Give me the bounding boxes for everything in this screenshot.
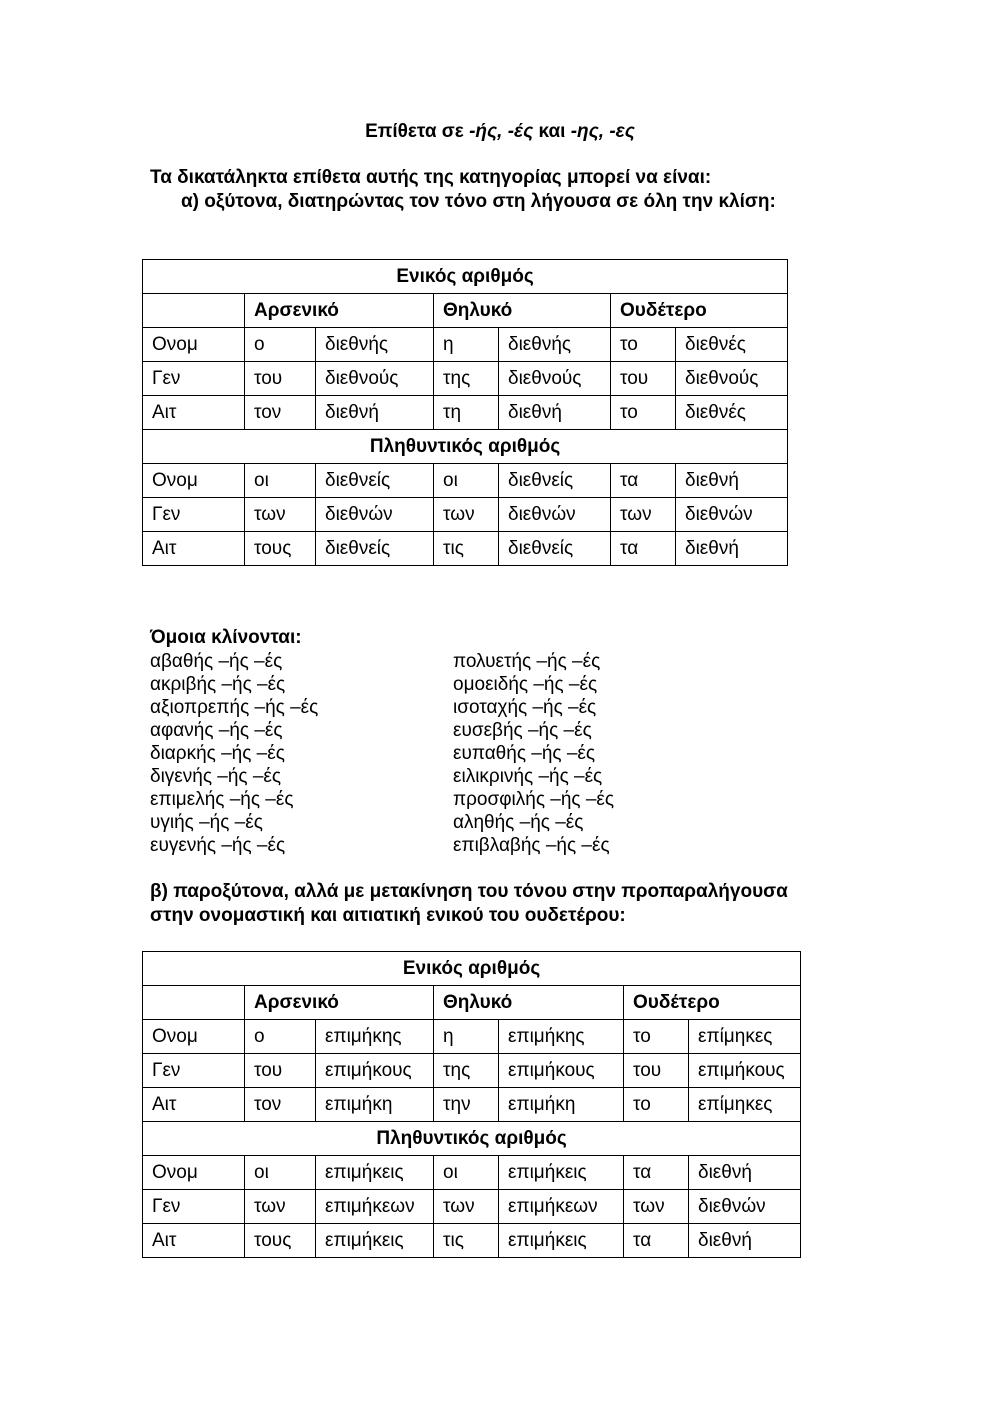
adjective-form-cell: επίμηκες (689, 1088, 801, 1122)
case-label: Γεν (143, 1190, 245, 1224)
adjective-form-cell: επιμήκεων (499, 1190, 624, 1224)
article-cell: της (434, 362, 499, 396)
case-label: Ονομ (143, 464, 245, 498)
article-cell: τα (624, 1156, 689, 1190)
adjective-form-cell: επιμήκεις (316, 1156, 434, 1190)
adjective-form-cell: διεθνή (689, 1156, 801, 1190)
adjective-form-cell: διεθνών (676, 498, 788, 532)
case-label: Γεν (143, 498, 245, 532)
article-cell: οι (245, 464, 316, 498)
adjective-form-cell: επιμήκη (316, 1088, 434, 1122)
list-item: αφανής –ής –ές (150, 720, 283, 741)
table-row (143, 464, 788, 498)
list-item: ευσεβής –ής –ές (453, 720, 592, 741)
table2-body (143, 952, 801, 1258)
adjective-form-cell: διεθνών (316, 498, 434, 532)
article-cell: των (434, 498, 499, 532)
adjective-form-cell: διεθνή (676, 532, 788, 566)
article-cell: τον (245, 1088, 316, 1122)
adjective-form-cell: διεθνείς (316, 532, 434, 566)
adjective-form-cell: διεθνών (689, 1190, 801, 1224)
intro-text: Τα δικατάληκτα επίθετα αυτής της κατηγορίας μπορεί να είναι: (150, 167, 712, 188)
case-label: Αιτ (143, 1224, 245, 1258)
empty-cell (143, 986, 245, 1020)
article-cell: των (245, 1190, 316, 1224)
case-label: Ονομ (143, 1020, 245, 1054)
article-cell: τους (245, 532, 316, 566)
table-row (143, 396, 788, 430)
gender-header: Θηλυκό (434, 294, 611, 328)
article-cell: τους (245, 1224, 316, 1258)
similar-list-left (150, 650, 318, 857)
article-cell: οι (245, 1156, 316, 1190)
article-cell: η (434, 1020, 499, 1054)
title-endings-oxytone: -ής, -ές (469, 121, 534, 142)
adjective-form-cell: επιμήκης (499, 1020, 624, 1054)
article-cell: τα (611, 532, 676, 566)
article-cell: του (245, 362, 316, 396)
table1-body (143, 260, 788, 566)
adjective-form-cell: επιμήκους (499, 1054, 624, 1088)
article-cell: το (624, 1020, 689, 1054)
article-cell: τις (434, 532, 499, 566)
title-endings-paroxytone: -ης, -ες (570, 121, 635, 142)
gender-header-row (143, 986, 801, 1020)
singular-header: Ενικός αριθμός (143, 952, 801, 986)
table-row (143, 1088, 801, 1122)
case-label: Ονομ (143, 328, 245, 362)
similar-heading: Όμοια κλίνονται: (150, 627, 302, 648)
table-row (143, 1054, 801, 1088)
adjective-form-cell: επιμήκους (316, 1054, 434, 1088)
adjective-form-cell: διεθνούς (676, 362, 788, 396)
section-b-heading-line2: στην ονομαστική και αιτιατική ενικού του ουδετέρου: (150, 905, 626, 926)
list-item: ομοειδής –ής –ές (453, 674, 598, 695)
article-cell: τα (624, 1224, 689, 1258)
gender-header: Αρσενικό (245, 986, 434, 1020)
article-cell: τα (611, 464, 676, 498)
title-conjunction: και (533, 121, 571, 142)
table-row (143, 328, 788, 362)
adjective-form-cell: διεθνείς (316, 464, 434, 498)
list-item: επιμελής –ής –ές (150, 789, 294, 810)
empty-cell (143, 294, 245, 328)
article-cell: οι (434, 1156, 499, 1190)
list-item: αληθής –ής –ές (453, 812, 584, 833)
article-cell: τον (245, 396, 316, 430)
gender-header-row (143, 294, 788, 328)
article-cell: των (245, 498, 316, 532)
adjective-form-cell: διεθνή (316, 396, 434, 430)
article-cell: το (611, 328, 676, 362)
section-b-heading-line1: β) παροξύτονα, αλλά με μετακίνηση του τόνου στην προπαραλήγουσα (150, 881, 788, 902)
adjective-form-cell: επίμηκες (689, 1020, 801, 1054)
article-cell: την (434, 1088, 499, 1122)
list-item: προσφιλής –ής –ές (453, 789, 615, 810)
table-row (143, 498, 788, 532)
article-cell: των (624, 1190, 689, 1224)
adjective-form-cell: διεθνές (676, 328, 788, 362)
adjective-form-cell: επιμήκους (689, 1054, 801, 1088)
table-row (143, 1020, 801, 1054)
title-prefix: Επίθετα σε (365, 121, 470, 142)
article-cell: οι (434, 464, 499, 498)
list-item: ειλικρινής –ής –ές (453, 766, 603, 787)
article-cell: τη (434, 396, 499, 430)
article-cell: το (611, 396, 676, 430)
adjective-form-cell: διεθνής (499, 328, 611, 362)
declension-table-paroxytone (142, 951, 801, 1258)
adjective-form-cell: διεθνών (499, 498, 611, 532)
list-item: διγενής –ής –ές (150, 766, 282, 787)
case-label: Γεν (143, 1054, 245, 1088)
list-item: υγιής –ής –ές (150, 812, 263, 833)
list-item: ευγενής –ής –ές (150, 835, 286, 856)
list-item: διαρκής –ής –ές (150, 743, 285, 764)
adjective-form-cell: διεθνή (499, 396, 611, 430)
adjective-form-cell: διεθνής (316, 328, 434, 362)
table-row (143, 1190, 801, 1224)
article-cell: τις (434, 1224, 499, 1258)
table-row (143, 1156, 801, 1190)
list-item: ισοταχής –ής –ές (453, 697, 597, 718)
plural-header-row (143, 430, 788, 464)
article-cell: του (624, 1054, 689, 1088)
table-row (143, 1224, 801, 1258)
adjective-form-cell: διεθνούς (316, 362, 434, 396)
adjective-form-cell: επιμήκης (316, 1020, 434, 1054)
list-item: επιβλαβής –ής –ές (453, 835, 610, 856)
gender-header: Ουδέτερο (611, 294, 788, 328)
section-a-heading: α) οξύτονα, διατηρώντας τον τόνο στη λήγουσα σε όλη την κλίση: (181, 191, 776, 212)
list-item: πολυετής –ής –ές (453, 651, 601, 672)
table-row (143, 532, 788, 566)
plural-header: Πληθυντικός αριθμός (143, 430, 788, 464)
list-item: ευπαθής –ής –ές (453, 743, 596, 764)
list-item: ακριβής –ής –ές (150, 674, 286, 695)
gender-header: Ουδέτερο (624, 986, 801, 1020)
singular-header-row (143, 260, 788, 294)
adjective-form-cell: επιμήκη (499, 1088, 624, 1122)
singular-header-row (143, 952, 801, 986)
adjective-form-cell: διεθνείς (499, 464, 611, 498)
gender-header: Θηλυκό (434, 986, 624, 1020)
article-cell: των (611, 498, 676, 532)
table-row (143, 362, 788, 396)
page-title (0, 121, 1000, 143)
article-cell: του (611, 362, 676, 396)
similar-list-right (453, 650, 614, 857)
case-label: Ονομ (143, 1156, 245, 1190)
case-label: Γεν (143, 362, 245, 396)
article-cell: του (245, 1054, 316, 1088)
adjective-form-cell: διεθνές (676, 396, 788, 430)
article-cell: των (434, 1190, 499, 1224)
list-item: αβαθής –ής –ές (150, 651, 283, 672)
singular-header: Ενικός αριθμός (143, 260, 788, 294)
plural-header: Πληθυντικός αριθμός (143, 1122, 801, 1156)
article-cell: ο (245, 1020, 316, 1054)
adjective-form-cell: διεθνή (689, 1224, 801, 1258)
adjective-form-cell: επιμήκεις (499, 1156, 624, 1190)
article-cell: της (434, 1054, 499, 1088)
case-label: Αιτ (143, 396, 245, 430)
case-label: Αιτ (143, 1088, 245, 1122)
article-cell: το (624, 1088, 689, 1122)
plural-header-row (143, 1122, 801, 1156)
adjective-form-cell: διεθνή (676, 464, 788, 498)
list-item: αξιοπρεπής –ής –ές (150, 697, 319, 718)
article-cell: ο (245, 328, 316, 362)
declension-table-oxytone (142, 259, 788, 566)
adjective-form-cell: διεθνούς (499, 362, 611, 396)
gender-header: Αρσενικό (245, 294, 434, 328)
adjective-form-cell: επιμήκεις (499, 1224, 624, 1258)
adjective-form-cell: διεθνείς (499, 532, 611, 566)
adjective-form-cell: επιμήκεων (316, 1190, 434, 1224)
article-cell: η (434, 328, 499, 362)
adjective-form-cell: επιμήκεις (316, 1224, 434, 1258)
case-label: Αιτ (143, 532, 245, 566)
